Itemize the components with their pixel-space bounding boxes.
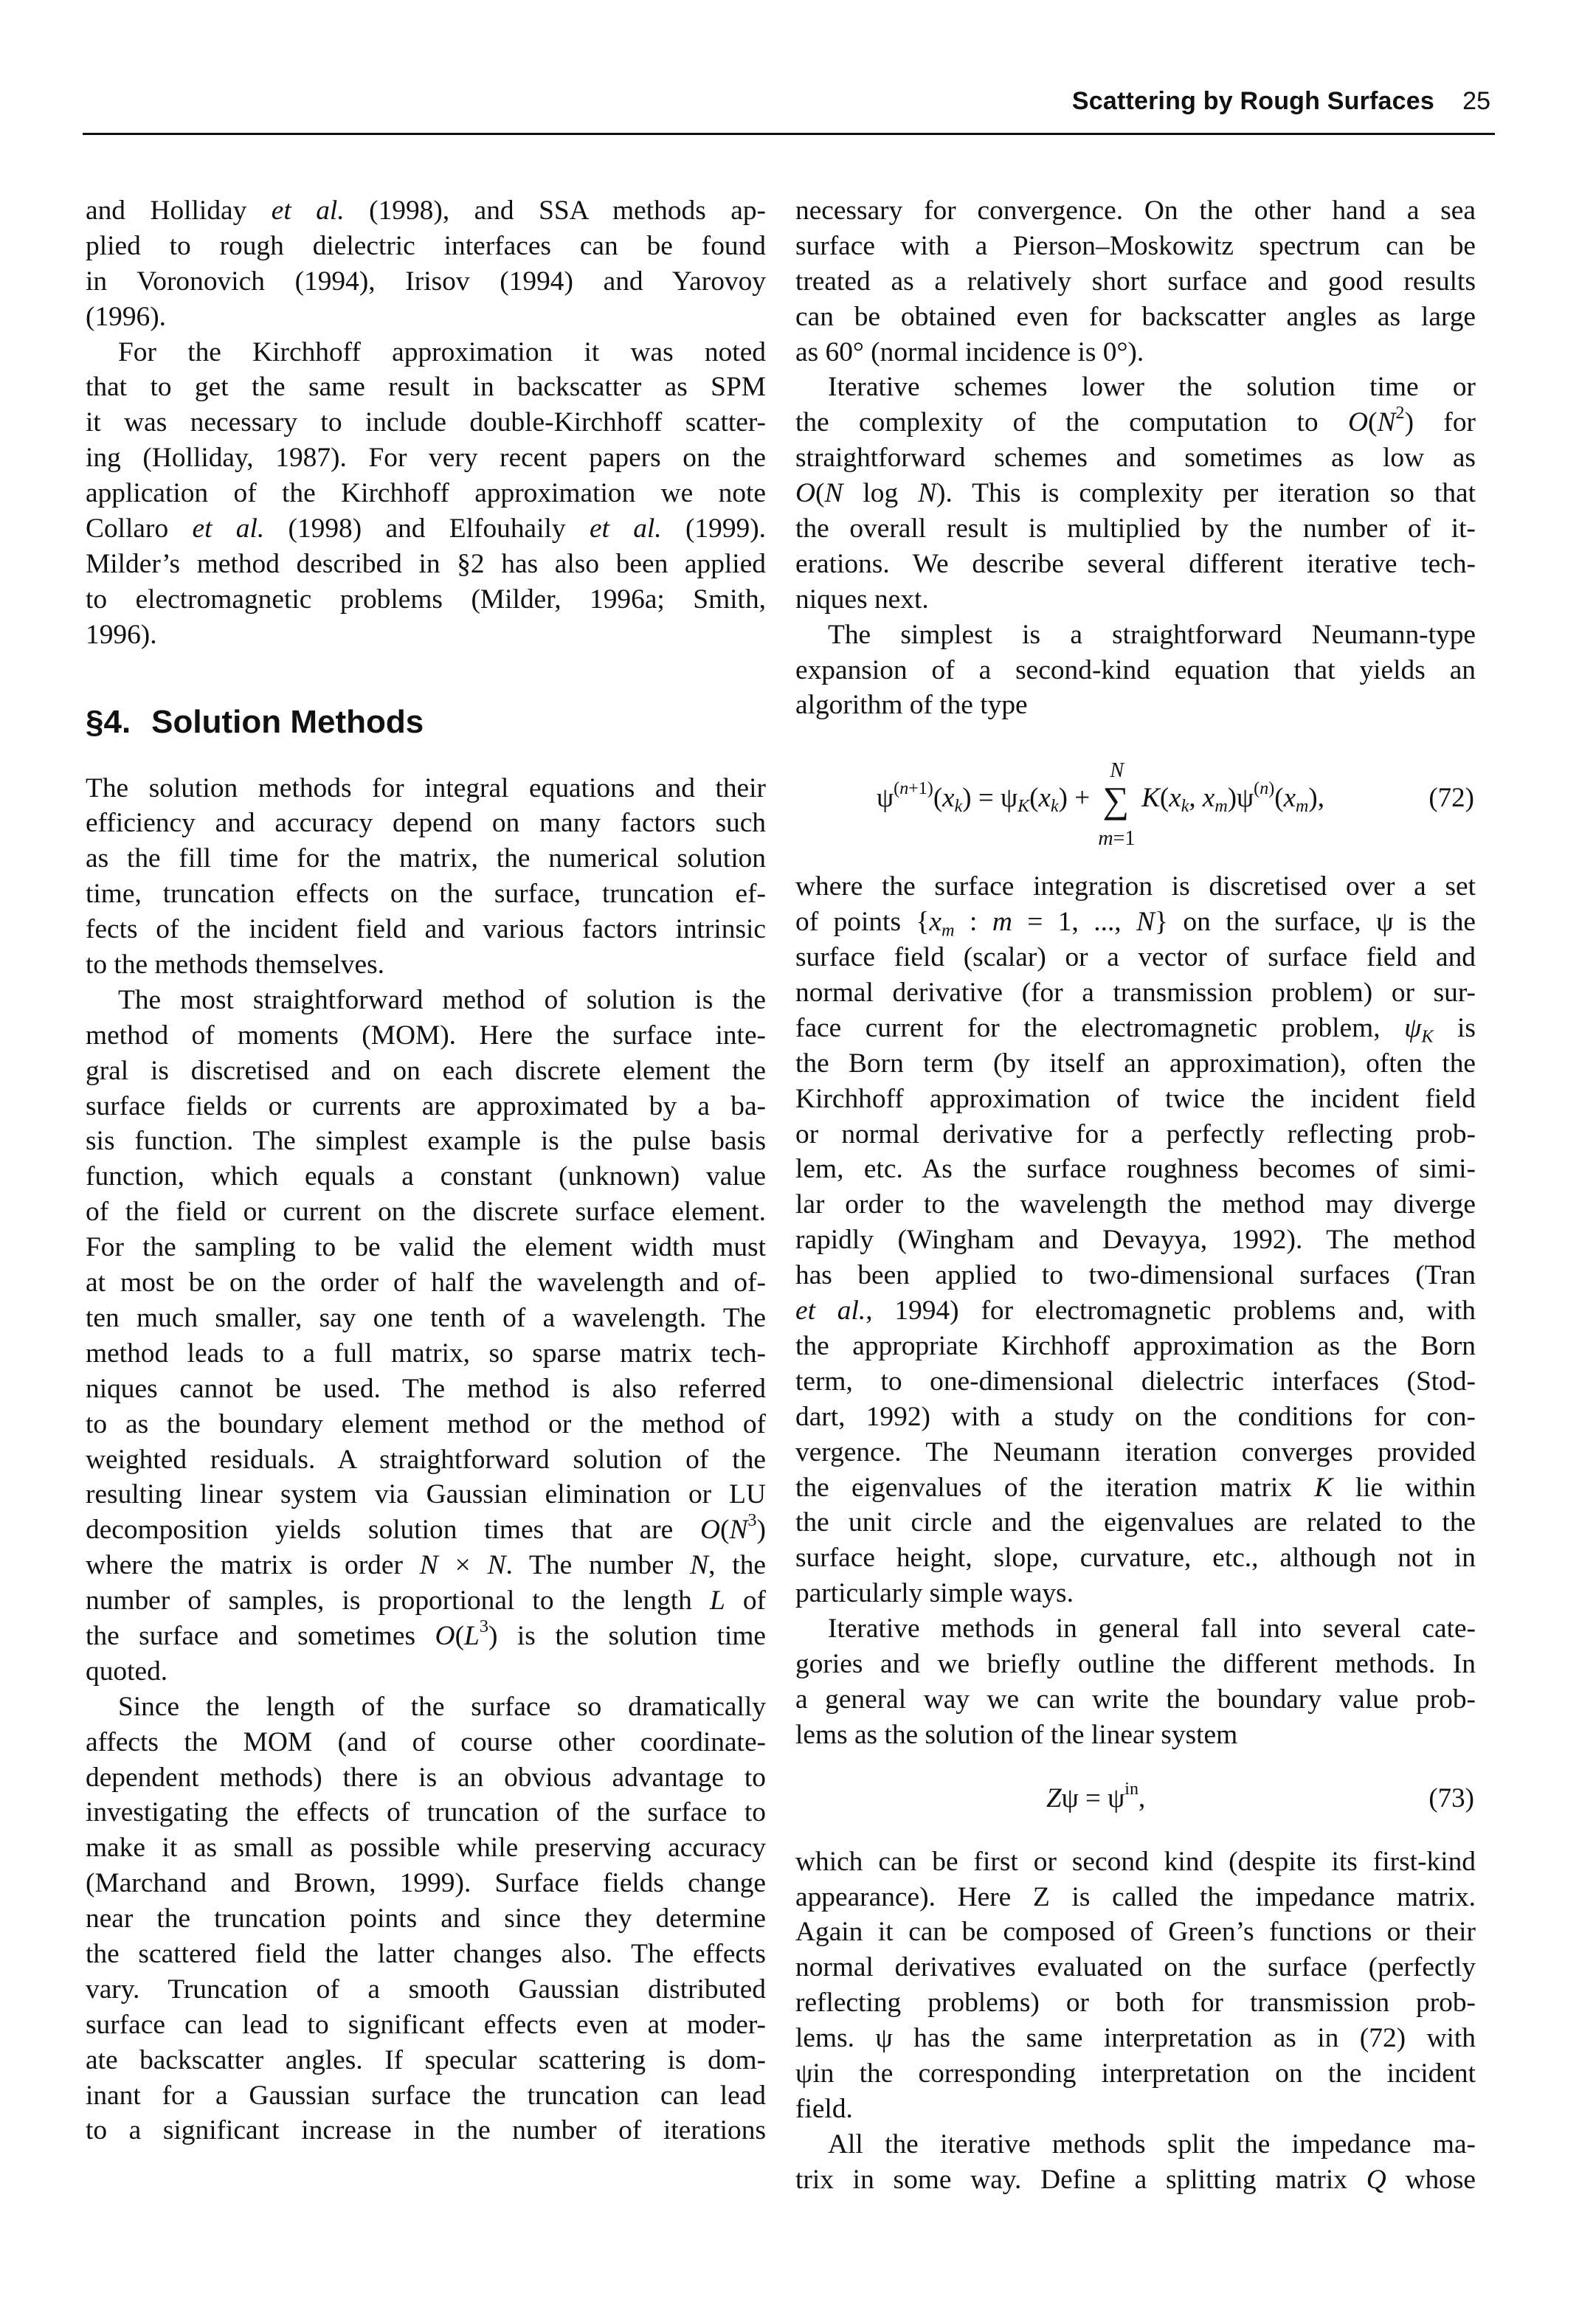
text-line: sis function. The simplest example is the pulse basis bbox=[86, 1126, 766, 1157]
text-line: Iterative schemes lower the solution time or bbox=[828, 372, 1476, 403]
equation-73 bbox=[795, 1766, 1476, 1833]
text-line: lems as the solution of the linear system bbox=[795, 1719, 1238, 1750]
text-line: reflecting problems) or both for transmission prob- bbox=[795, 1988, 1476, 2019]
equation-72-body: $\psi^{(n+1)}(x_k) = \psi_K(x_k)$ + ∑ N m=1 $K(x_k$, $x_m)\psi^{(n)}(x_m)$, bbox=[877, 781, 1324, 818]
text-line: dart, 1992) with a study on the conditions for con- bbox=[795, 1401, 1476, 1432]
text-line: (Marchand and Brown, 1999). Surface fields change bbox=[86, 1868, 766, 1899]
text-line: the eigenvalues of the iteration matrix K lie within bbox=[795, 1472, 1476, 1503]
text-line: the unit circle and the eigenvalues are related to the bbox=[795, 1507, 1476, 1538]
text-line: normal derivative (for a transmission problem) or sur- bbox=[795, 978, 1476, 1009]
left-column bbox=[86, 193, 766, 2148]
text-line: lar order to the wavelength the method may diverge bbox=[795, 1189, 1476, 1220]
paragraph bbox=[86, 983, 766, 1690]
text-line: The simplest is a straightforward Neumann-type bbox=[828, 619, 1476, 650]
text-line: method of moments (MOM). Here the surface inte- bbox=[86, 1020, 766, 1051]
paragraph bbox=[795, 1611, 1476, 1753]
text-line: weighted residuals. A straightforward solution of the bbox=[86, 1444, 766, 1475]
text-line: the scattered field the latter changes also. The effects bbox=[86, 1938, 766, 1969]
text-line: efficiency and accuracy depend on many factors such bbox=[86, 808, 766, 839]
text-line: ten much smaller, say one tenth of a wavelength. The bbox=[86, 1302, 766, 1333]
text-line: Again it can be composed of Green’s functions or their bbox=[795, 1917, 1476, 1948]
text-line: The most straightforward method of solution is the bbox=[118, 984, 766, 1015]
text-line: the complexity of the computation to $O(N^2)$ for bbox=[795, 403, 1476, 438]
text-line: For the Kirchhoff approximation it was noted bbox=[118, 336, 766, 367]
text-line: the overall result is multiplied by the number of it- bbox=[795, 513, 1476, 544]
text-line: and Holliday et al. (1998), and SSA methods ap- bbox=[86, 196, 767, 226]
text-line: near the truncation points and since they determine bbox=[86, 1903, 766, 1934]
text-line: surface field (scalar) or a vector of surface field and bbox=[795, 942, 1476, 973]
text-line: The solution methods for integral equations and their bbox=[86, 772, 766, 803]
text-line: the appropriate Kirchhoff approximation as the Born bbox=[795, 1330, 1476, 1361]
text-line: inant for a Gaussian surface the truncation can lead bbox=[86, 2080, 766, 2111]
text-line: surface height, slope, curvature, etc., although not in bbox=[795, 1543, 1476, 1574]
text-line: ψin the corresponding interpretation on the incident bbox=[795, 2058, 1476, 2089]
text-line: For the sampling to be valid the element width must bbox=[86, 1232, 766, 1263]
text-line: niques next. bbox=[795, 584, 929, 615]
text-line: appearance). Here Z is called the impedance matrix. bbox=[795, 1881, 1476, 1912]
text-line: et al., 1994) for electromagnetic problems and, with bbox=[795, 1296, 1476, 1327]
section-number: §4. bbox=[86, 703, 131, 740]
text-line: affects the MOM (and of course other coordinate- bbox=[86, 1726, 766, 1757]
text-line: Milder’s method described in §2 has also been applied bbox=[86, 548, 766, 579]
text-line: erations. We describe several different iterative tech- bbox=[795, 548, 1476, 579]
text-line: that to get the same result in backscatter as SPM bbox=[86, 372, 766, 403]
running-title: Scattering by Rough Surfaces bbox=[1071, 87, 1434, 115]
text-line: at most be on the order of half the wavelength and of- bbox=[86, 1268, 766, 1298]
text-line: trix in some way. Define a splitting matrix Q whose bbox=[795, 2164, 1476, 2195]
text-line: or normal derivative for a perfectly reflecting prob- bbox=[795, 1118, 1476, 1149]
text-line: surface with a Pierson–Moskowitz spectrum can be bbox=[795, 230, 1476, 261]
text-line: vary. Truncation of a smooth Gaussian distributed bbox=[86, 1974, 766, 2005]
text-line: the Born term (by itself an approximation), often the bbox=[795, 1048, 1476, 1079]
text-line: as 60° (normal incidence is 0°). bbox=[795, 336, 1144, 367]
equation-72 bbox=[795, 744, 1476, 854]
text-line: where the surface integration is discretised over a set bbox=[795, 871, 1476, 902]
paragraph bbox=[86, 193, 766, 335]
text-line: necessary for convergence. On the other hand a sea bbox=[795, 196, 1476, 226]
text-line: investigating the effects of truncation of the surface to bbox=[86, 1797, 766, 1828]
text-line: treated as a relatively short surface and good results bbox=[795, 266, 1476, 297]
text-line: O(N log N). This is complexity per iteration so that bbox=[795, 478, 1476, 509]
text-line: to a significant increase in the number of iterations bbox=[86, 2115, 766, 2146]
text-line: niques cannot be used. The method is also referred bbox=[86, 1373, 766, 1404]
paragraph bbox=[795, 618, 1476, 724]
text-line: particularly simple ways. bbox=[795, 1578, 1074, 1609]
text-line: quoted. bbox=[86, 1656, 168, 1687]
text-line: decomposition yields solution times that are $O(N^3)$ bbox=[86, 1510, 766, 1546]
text-line: in Voronovich (1994), Irisov (1994) and Yarovoy bbox=[86, 266, 766, 297]
text-line: has been applied to two-dimensional surfaces (Tran bbox=[795, 1260, 1476, 1291]
text-line: to the methods themselves. bbox=[86, 950, 384, 981]
text-line: fects of the incident field and various factors intrinsic bbox=[86, 914, 766, 945]
text-line: lems. ψ has the same interpretation as in (72) with bbox=[795, 2023, 1476, 2054]
text-line: function, which equals a constant (unknown) value bbox=[86, 1161, 766, 1192]
text-line: ing (Holliday, 1987). For very recent papers on the bbox=[86, 443, 766, 474]
equation-number: (73) bbox=[1428, 1782, 1474, 1813]
sum-lower-limit: m=1 bbox=[1098, 827, 1136, 851]
equation-number: (72) bbox=[1428, 783, 1474, 814]
text-line: plied to rough dielectric interfaces can be found bbox=[86, 230, 766, 261]
text-line: to as the boundary element method or the method of bbox=[86, 1408, 766, 1439]
text-line: dependent methods) there is an obvious advantage to bbox=[86, 1762, 766, 1793]
sum-upper-limit: N bbox=[1110, 759, 1124, 783]
text-line: algorithm of the type bbox=[795, 690, 1028, 721]
text-line: rapidly (Wingham and Devayya, 1992). The method bbox=[795, 1225, 1476, 1256]
text-line: to electromagnetic problems (Milder, 1996a; Smith, bbox=[86, 584, 766, 615]
text-line: gories and we briefly outline the different methods. In bbox=[795, 1648, 1476, 1679]
text-line: face current for the electromagnetic problem, $\psi_K$ is bbox=[795, 1012, 1476, 1047]
text-line: make it as small as possible while preserving accuracy bbox=[86, 1833, 766, 1864]
text-line: which can be first or second kind (despite its first-kind bbox=[795, 1846, 1476, 1877]
text-line: a general way we can write the boundary value prob- bbox=[795, 1684, 1476, 1715]
page-number: 25 bbox=[1462, 87, 1490, 115]
text-line: (1996). bbox=[86, 301, 167, 332]
paragraph bbox=[795, 370, 1476, 617]
text-line: expansion of a second-kind equation that yields an bbox=[795, 654, 1476, 685]
text-line: application of the Kirchhoff approximation we note bbox=[86, 478, 766, 509]
paragraph bbox=[795, 1844, 1476, 2127]
paragraph bbox=[795, 2127, 1476, 2198]
text-line: Since the length of the surface so dramatically bbox=[118, 1691, 766, 1722]
text-line: Kirchhoff approximation of twice the incident field bbox=[795, 1083, 1476, 1114]
text-line: vergence. The Neumann iteration converges provided bbox=[795, 1436, 1476, 1467]
text-line: it was necessary to include double-Kirchhoff scatter- bbox=[86, 407, 766, 438]
text-line: All the iterative methods split the impedance ma- bbox=[828, 2128, 1476, 2159]
text-line: can be obtained even for backscatter angles as large bbox=[795, 301, 1476, 332]
equation-73-body: $Z\psi = \psi^{in}$, bbox=[1046, 1779, 1146, 1813]
section-heading bbox=[86, 700, 766, 744]
text-line: where the matrix is order N × N. The number N, the bbox=[86, 1550, 766, 1581]
text-line: term, to one-dimensional dielectric interfaces (Stod- bbox=[795, 1366, 1476, 1397]
text-line: normal derivatives evaluated on the surface (perfectly bbox=[795, 1952, 1476, 1983]
section-title: Solution Methods bbox=[151, 703, 424, 740]
paragraph bbox=[86, 335, 766, 653]
text-line: surface fields or currents are approximated by a ba- bbox=[86, 1090, 766, 1121]
text-line: of the field or current on the discrete surface element. bbox=[86, 1197, 766, 1228]
text-line: straightforward schemes and sometimes as low as bbox=[795, 443, 1476, 474]
text-line: number of samples, is proportional to the length L of bbox=[86, 1585, 766, 1616]
summation-symbol: ∑ N m=1 bbox=[1102, 783, 1129, 818]
text-line: time, truncation effects on the surface, truncation ef- bbox=[86, 879, 766, 910]
text-line: Collaro et al. (1998) and Elfouhaily et al. (1999). bbox=[86, 513, 767, 544]
text-line: 1996). bbox=[86, 619, 157, 650]
text-line: of points {$x_m$ : m = 1, ..., N} on the surface, ψ is the bbox=[795, 907, 1476, 941]
text-line: resulting linear system via Gaussian elimination or LU bbox=[86, 1479, 766, 1510]
paragraph bbox=[86, 771, 766, 983]
paragraph bbox=[795, 193, 1476, 370]
text-line: gral is discretised and on each discrete element the bbox=[86, 1055, 766, 1086]
text-line: ate backscatter angles. If specular scattering is dom- bbox=[86, 2044, 766, 2075]
running-header bbox=[83, 71, 1495, 135]
right-column bbox=[795, 193, 1476, 2198]
text-line: method leads to a full matrix, so sparse matrix tech- bbox=[86, 1338, 766, 1369]
text-line: as the fill time for the matrix, the numerical solution bbox=[86, 843, 766, 874]
text-line: surface can lead to significant effects even at moder- bbox=[86, 2009, 766, 2040]
paragraph bbox=[795, 869, 1476, 1611]
paragraph bbox=[86, 1690, 766, 2149]
text-line: Iterative methods in general fall into several cate- bbox=[828, 1614, 1476, 1645]
text-line: field. bbox=[795, 2093, 853, 2124]
text-line: the surface and sometimes $O(L^3)$ is the solution time bbox=[86, 1616, 766, 1651]
text-line: lem, etc. As the surface roughness becomes of simi- bbox=[795, 1154, 1476, 1185]
